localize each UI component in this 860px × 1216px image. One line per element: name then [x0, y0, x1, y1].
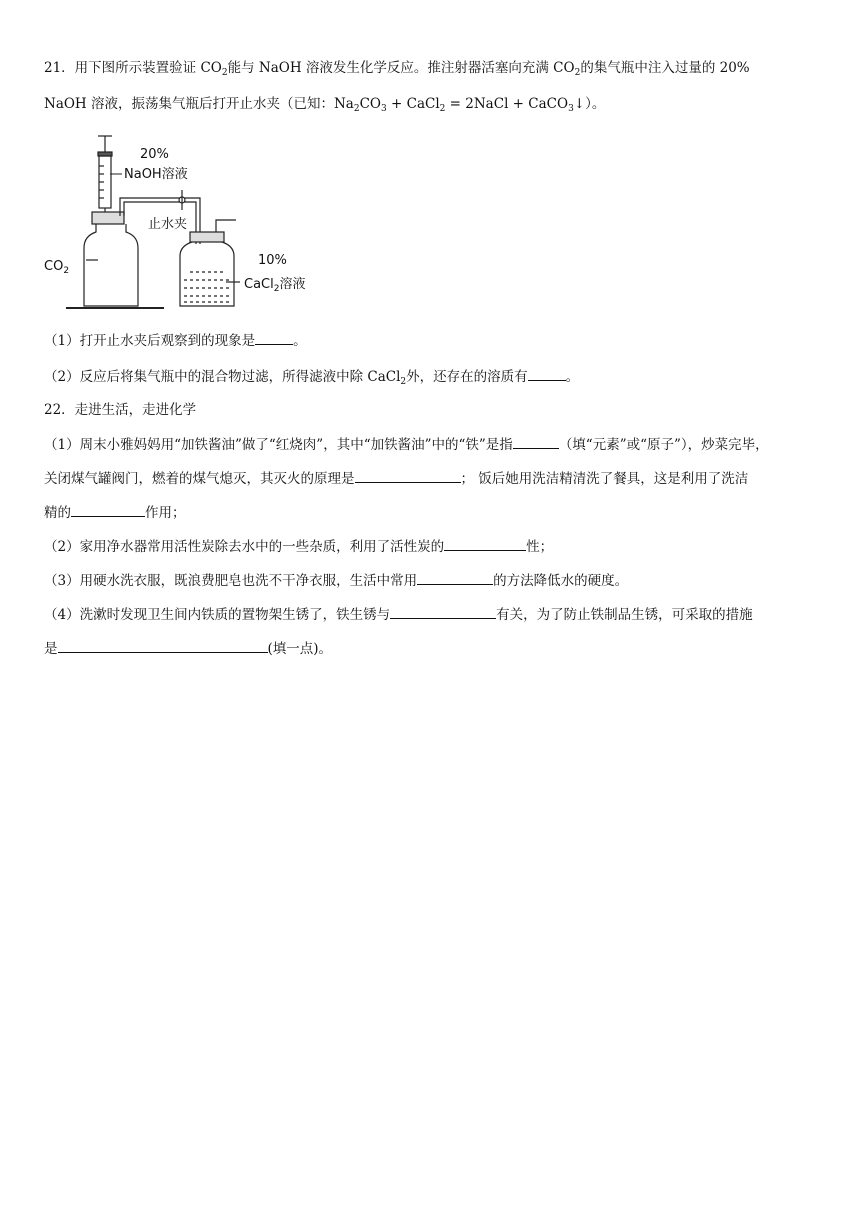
q22-p1-line-1: （1）周末小雅妈妈用“加铁酱油”做了“红烧肉”，其中“加铁酱油”中的“铁”是指 （填“元素”或“原子”），炒菜完毕， [44, 434, 769, 455]
q22-p3: （3）用硬水洗衣服，既浪费肥皂也洗不干净衣服，生活中常用 的方法降低水的硬度。 [44, 570, 628, 591]
q22-title: 22．走进生活，走进化学 [44, 402, 197, 418]
q21-line-1: 21．用下图所示装置验证 $CO_2$能与 NaOH 溶液发生化学反应。推注射器活塞向充满 $CO_2$的集气瓶中注入过量的 20% [44, 60, 750, 78]
q22-p1-line-3: 精的 作用； [44, 502, 186, 523]
cacl2-percent-label: 10% [258, 253, 287, 268]
q21-text: 21．用下图所示装置验证 CO [44, 60, 222, 76]
answer-blank[interactable] [71, 502, 145, 517]
emphasis-excess: 过量 [674, 60, 702, 76]
co2-label: $CO_2$ [44, 259, 70, 276]
q22-p4-line-1: （4）洗漱时发现卫生间内铁质的置物架生锈了，铁生锈与 有关，为了防止铁制品生锈，可采取的措施 [44, 604, 753, 625]
apparatus-diagram [40, 132, 340, 312]
answer-blank[interactable] [390, 604, 496, 619]
syringe [98, 136, 112, 218]
cacl2-solution-label: CaCl$_2$溶液 [244, 277, 306, 294]
naoh-solution-label: NaOH溶液 [124, 167, 188, 182]
q21-sub-1: （1）打开止水夹后观察到的现象是 。 [44, 330, 307, 351]
answer-blank[interactable] [417, 570, 493, 585]
answer-blank[interactable] [355, 468, 461, 483]
answer-blank[interactable] [528, 366, 566, 381]
q21-sub-2: （2）反应后将集气瓶中的混合物过滤，所得滤液中除 CaCl$_2$外，还存在的溶质有 。 [44, 366, 579, 387]
answer-blank[interactable] [444, 536, 526, 551]
q22-p2: （2）家用净水器常用活性炭除去水中的一些杂质，利用了活性炭的 性； [44, 536, 553, 557]
wash-bottle [180, 220, 240, 306]
naoh-percent-label: 20% [140, 147, 169, 162]
answer-blank[interactable] [58, 638, 268, 653]
answer-blank[interactable] [513, 434, 559, 449]
q22-p1-line-2: 关闭煤气罐阀门，燃着的煤气熄灭，其灭火的原理是 ； 饭后她用洗洁精清洗了餐具，这是利用了洗洁 [44, 468, 748, 489]
q22-p4-line-2: 是 (填一点)。 [44, 638, 332, 659]
q21-line-2: NaOH 溶液，振荡集气瓶后打开止水夹（已知：$Na_2CO_3$ + CaCl$_2$ = 2NaCl + CaCO$_3$↓）。 [44, 96, 606, 114]
clamp-label: 止水夹 [148, 217, 188, 232]
answer-blank[interactable] [255, 330, 293, 345]
